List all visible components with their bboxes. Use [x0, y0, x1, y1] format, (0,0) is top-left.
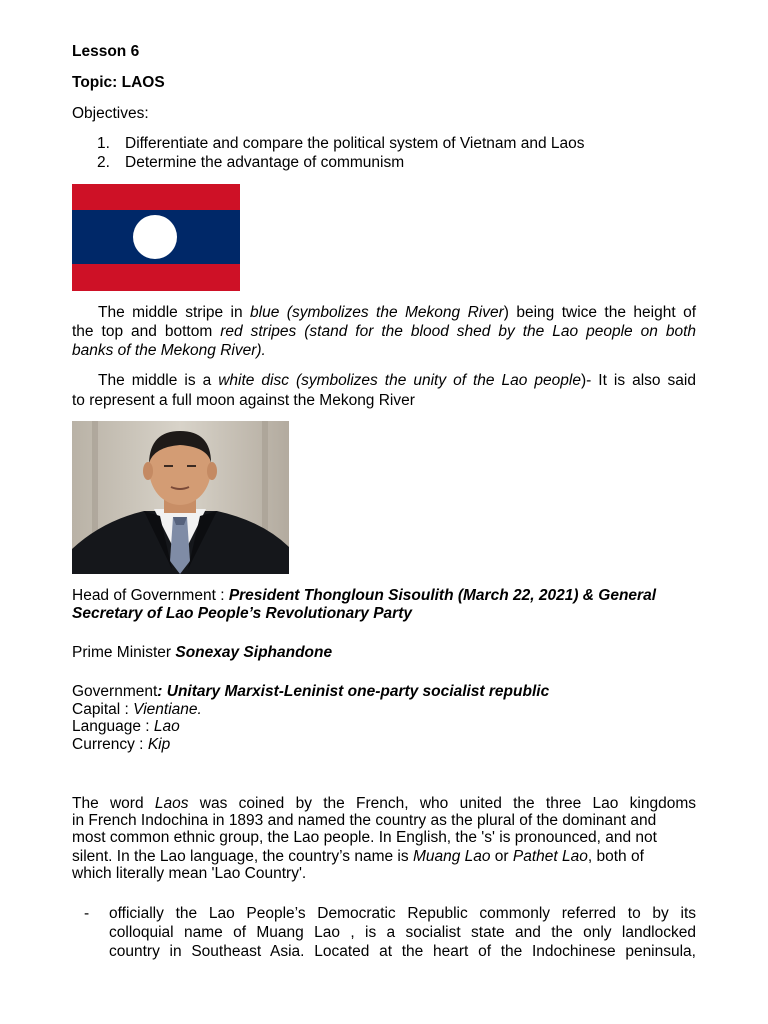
bullet-paragraph-line: country in Southeast Asia. Located at the heart of the Indochinese peninsula, — [109, 943, 696, 960]
government-line — [72, 683, 549, 701]
disc-paragraph-line: to represent a full moon against the Mekong River — [72, 392, 415, 409]
text-run: Pathet Lao — [512, 848, 588, 865]
portrait-illustration — [72, 421, 289, 574]
bullet-paragraph-line: colloquial name of Muang Lao , is a socialist state and the only landlocked — [109, 924, 696, 941]
flag-top-red-stripe — [72, 184, 240, 210]
name-paragraph-line: most common ethnic group, the Lao people. In English, the 's' is pronounced, and not — [72, 829, 657, 846]
head-of-government-value: President Thongloun Sisoulith (March 22, 2021) & General — [228, 587, 657, 604]
topic-heading: Topic: LAOS — [72, 74, 165, 91]
flag-bottom-red-stripe — [72, 264, 240, 291]
text-run: silent. In the Lao language, the country’s name is — [72, 848, 413, 865]
government-label: Government — [72, 683, 158, 700]
head-of-government-line — [72, 587, 656, 605]
text-run: The word — [72, 795, 155, 812]
laos-flag-image — [72, 184, 240, 291]
prime-minister-value: Sonexay Siphandone — [175, 644, 333, 661]
text-run: red stripes (stand for the blood shed by the Lao people on both — [220, 323, 696, 340]
text-run: was coined by the French, who united the three Lao kingdoms — [188, 795, 696, 812]
government-value: : Unitary Marxist-Leninist one-party socialist republic — [157, 683, 550, 700]
lesson-heading: Lesson 6 — [72, 43, 140, 60]
capital-line — [72, 701, 202, 719]
text-run: )- It is also said — [580, 372, 696, 389]
text-run: Muang Lao — [412, 848, 491, 865]
flag-white-disc — [133, 215, 177, 259]
name-paragraph-line — [72, 848, 644, 866]
text-run: Laos — [154, 795, 189, 812]
objective-text: Differentiate and compare the political system of Vietnam and Laos — [125, 135, 585, 152]
name-paragraph-line: in French Indochina in 1893 and named the country as the plural of the dominant and — [72, 812, 657, 829]
text-run: , both of — [587, 848, 644, 865]
name-paragraph-line — [72, 795, 696, 813]
objective-text: Determine the advantage of communism — [125, 154, 405, 171]
text-run: ) being twice the height of — [503, 304, 696, 321]
head-of-government-label: Head of Government : — [72, 587, 229, 604]
language-label: Language : — [72, 718, 154, 735]
stripe-paragraph-line — [72, 323, 696, 341]
stripe-paragraph-line — [72, 304, 696, 322]
list-number: 2. — [97, 154, 110, 171]
text-run: or — [490, 848, 513, 865]
capital-label: Capital : — [72, 701, 134, 718]
currency-value: Kip — [147, 736, 171, 753]
objectives-heading: Objectives: — [72, 105, 149, 122]
disc-paragraph-line — [72, 372, 696, 390]
text-run: the top and bottom — [72, 323, 221, 340]
currency-line — [72, 736, 170, 754]
president-portrait-photo — [72, 421, 289, 574]
capital-value: Vientiane. — [133, 701, 202, 718]
list-number: 1. — [97, 135, 110, 152]
bullet-marker: - — [84, 905, 90, 922]
head-of-government-value-cont: Secretary of Lao People’s Revolutionary Party — [72, 605, 412, 622]
text-run: blue (symbolizes the Mekong River — [250, 304, 504, 321]
prime-minister-label: Prime Minister — [72, 644, 176, 661]
prime-minister-line — [72, 644, 332, 662]
language-value: Lao — [153, 718, 180, 735]
stripe-paragraph-line: banks of the Mekong River). — [72, 342, 266, 359]
bullet-paragraph-line: officially the Lao People’s Democratic Republic commonly referred to by its — [109, 905, 696, 922]
text-run: The middle is a — [98, 372, 219, 389]
text-run: white disc (symbolizes the unity of the Lao people — [218, 372, 581, 389]
name-paragraph-line: which literally mean 'Lao Country'. — [72, 865, 307, 882]
text-run: The middle stripe in — [98, 304, 251, 321]
currency-label: Currency : — [72, 736, 148, 753]
language-line — [72, 718, 180, 736]
